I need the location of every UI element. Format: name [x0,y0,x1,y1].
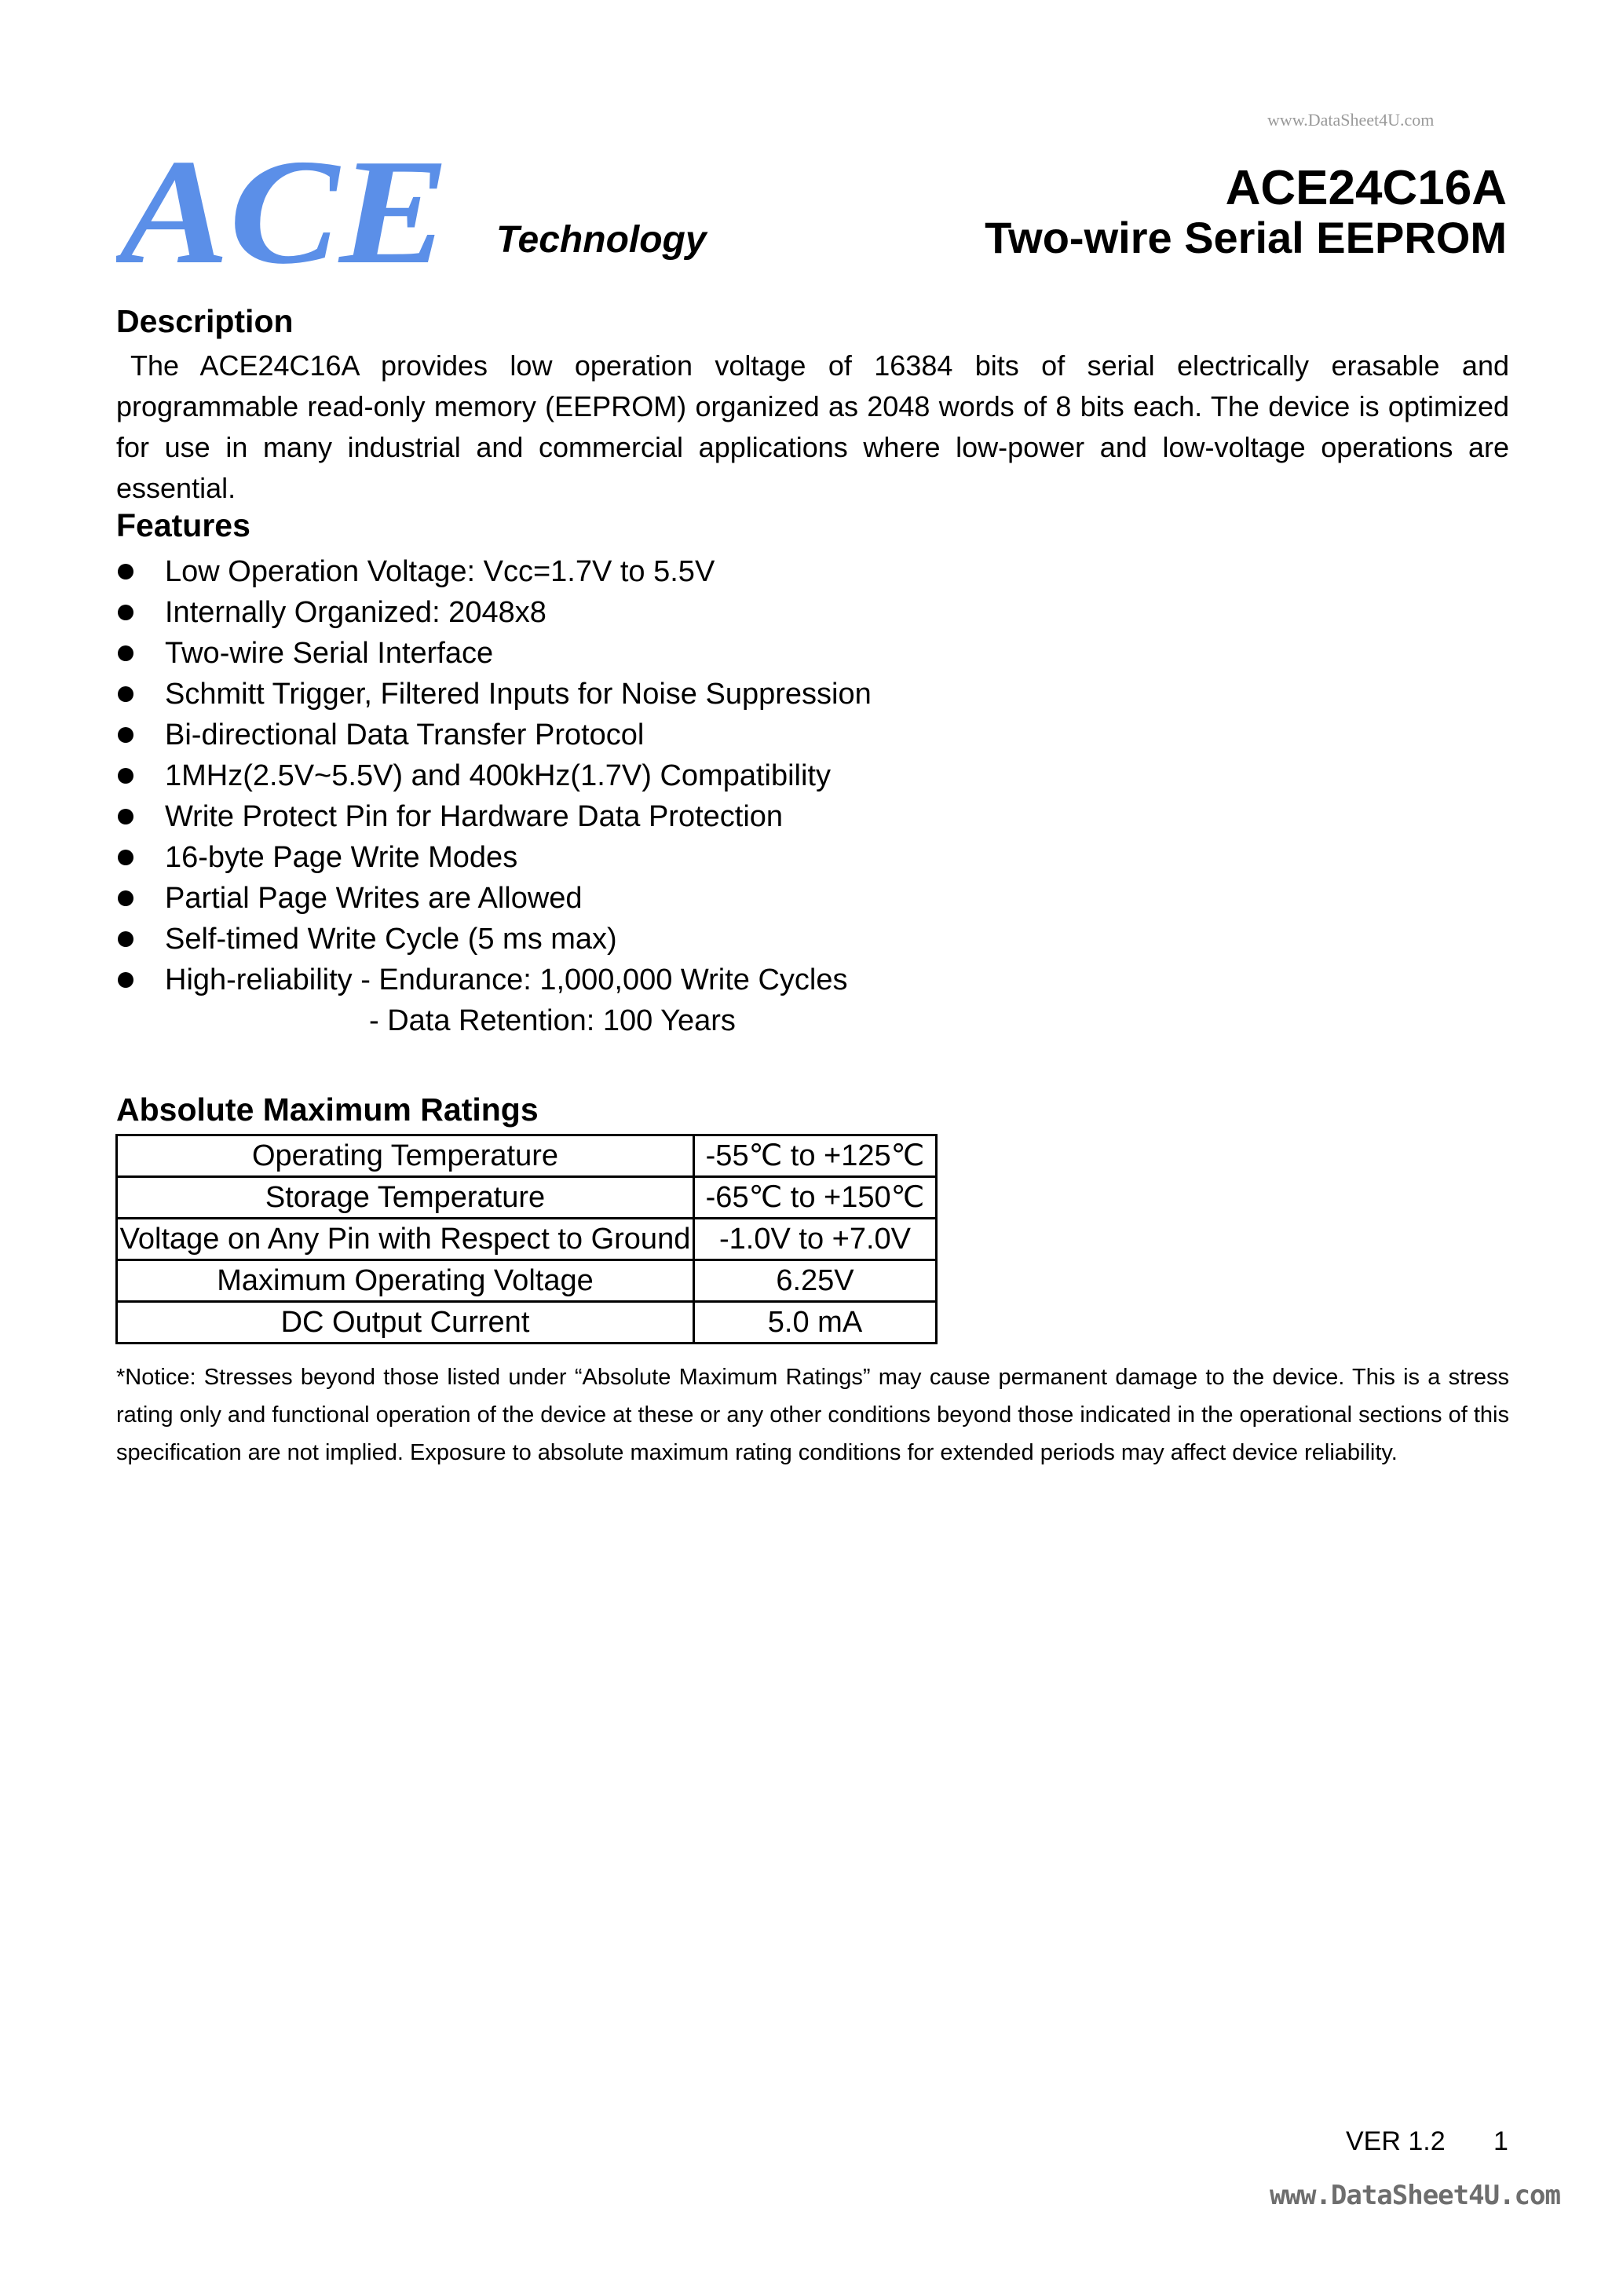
feature-item: Low Operation Voltage: Vcc=1.7V to 5.5V [116,551,1215,592]
rating-value: 6.25V [694,1260,937,1302]
product-subtitle: Two-wire Serial EEPROM [985,213,1507,262]
bullet-icon [118,850,133,865]
rating-parameter: Storage Temperature [117,1177,694,1219]
ratings-table [115,1134,938,1344]
part-number: ACE24C16A [1225,161,1507,215]
table-row [117,1177,937,1219]
bullet-icon [118,645,133,661]
bullet-icon [118,564,133,579]
feature-item: 1MHz(2.5V~5.5V) and 400kHz(1.7V) Compatibility [116,755,1215,796]
bullet-icon [118,931,133,947]
ratings-heading: Absolute Maximum Ratings [116,1091,539,1128]
table-row [117,1302,937,1344]
rating-value: -1.0V to +7.0V [694,1219,937,1260]
rating-value: 5.0 mA [694,1302,937,1344]
technology-label: Technology [496,219,707,261]
bullet-icon [118,809,133,824]
rating-value: -65℃ to +150℃ [694,1177,937,1219]
rating-parameter: Operating Temperature [117,1135,694,1177]
feature-item: High-reliability - Endurance: 1,000,000 Write Cycles [116,960,1215,1000]
logo-text: ACE [116,144,449,295]
bullet-icon [118,890,133,906]
features-heading: Features [116,507,250,543]
description-text: The ACE24C16A provides low operation voltage of 16384 bits of serial electrically erasable and programmable read-only memory (EEPROM) organized as 2048 words of 8 bits each. The device is optimized for use in many industrial and commercial applications where low-power and low-voltage operations are essential. [116,349,1509,504]
bullet-icon [118,686,133,702]
features-list [116,551,1215,1041]
bullet-icon [118,768,133,784]
feature-item: Partial Page Writes are Allowed [116,878,1215,919]
feature-item: Bi-directional Data Transfer Protocol [116,715,1215,755]
feature-item: Two-wire Serial Interface [116,633,1215,674]
bullet-icon [118,605,133,620]
feature-item: Write Protect Pin for Hardware Data Protection [116,796,1215,837]
description-heading: Description [116,303,294,339]
watermark-bottom: www.DataSheet4U.com [1270,2180,1560,2211]
feature-continuation: - Data Retention: 100 Years [369,1004,736,1037]
rating-value: -55℃ to +125℃ [694,1135,937,1177]
rating-parameter: DC Output Current [117,1302,694,1344]
feature-item: Self-timed Write Cycle (5 ms max) [116,919,1215,960]
table-row [117,1260,937,1302]
watermark-top: www.DataSheet4U.com [1267,110,1435,130]
page-number: 1 [1493,2126,1508,2156]
table-row [117,1135,937,1177]
version-label: VER 1.2 [1346,2126,1446,2156]
feature-item: 16-byte Page Write Modes [116,837,1215,878]
ace-logo [116,144,487,298]
feature-item: Internally Organized: 2048x8 [116,592,1215,633]
ratings-notice: *Notice: Stresses beyond those listed under “Absolute Maximum Ratings” may cause permanent damage to the device. This is a stress rating only and functional operation of the device at these or any other conditions beyond those indicated in the operational sections of this specification are not implied. Exposure to absolute maximum rating conditions for extended periods may affect device reliability. [116,1365,1509,1465]
rating-parameter: Voltage on Any Pin with Respect to Ground [117,1219,694,1260]
feature-item: Schmitt Trigger, Filtered Inputs for Noise Suppression [116,674,1215,715]
bullet-icon [118,727,133,743]
table-row [117,1219,937,1260]
rating-parameter: Maximum Operating Voltage [117,1260,694,1302]
bullet-icon [118,972,133,988]
